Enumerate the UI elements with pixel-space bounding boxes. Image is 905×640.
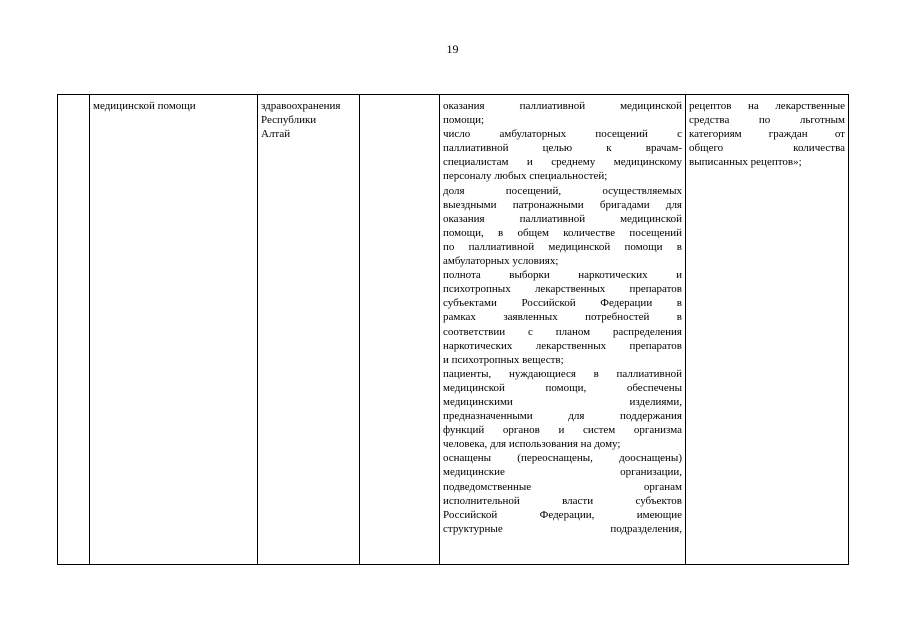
- table-cell-empty: [360, 95, 440, 565]
- cell-line: здравоохранения: [261, 100, 341, 112]
- cell-line: выездными патронажными бригадами для: [443, 198, 682, 211]
- cell-line: доля посещений, осуществляемых: [443, 184, 682, 197]
- table-cell-name: медицинской помощи: [90, 95, 258, 565]
- cell-line: соответствии с планом распределения: [443, 325, 682, 338]
- table-row: [58, 95, 849, 565]
- cell-line: медицинскими изделиями,: [443, 395, 682, 408]
- cell-line: Российской Федерации, имеющие: [443, 508, 682, 521]
- cell-line: помощи, в общем количестве посещений: [443, 226, 682, 239]
- cell-line: средства по льготным: [689, 114, 845, 127]
- cell-line: персоналу любых специальностей;: [443, 170, 608, 183]
- cell-line: оказания паллиативной медицинской: [443, 212, 682, 225]
- cell-line: по паллиативной медицинской помощи в: [443, 240, 682, 253]
- cell-line: предназначенными для поддержания: [443, 410, 682, 423]
- cell-line: паллиативной целью к врачам-: [443, 142, 682, 155]
- cell-line: Республики: [261, 114, 317, 127]
- cell-line: человека, для использования на дому;: [443, 438, 621, 451]
- cell-line: число амбулаторных посещений с: [443, 128, 682, 141]
- cell-line: психотропных лекарственных препаратов: [443, 283, 682, 296]
- cell-line: полнота выборки наркотических и: [443, 269, 682, 282]
- cell-line: категориям граждан от: [689, 128, 845, 141]
- cell-line: структурные подразделения,: [443, 522, 682, 535]
- table-cell-indicators: [440, 95, 686, 565]
- table-cell-responsible: [258, 95, 360, 565]
- cell-line: помощи;: [443, 114, 485, 127]
- document-table: [57, 94, 849, 565]
- cell-line: оснащены (переоснащены, дооснащены): [443, 452, 682, 465]
- cell-line: субъектами Российской Федерации в: [443, 297, 682, 310]
- cell-line: медицинские организации,: [443, 466, 682, 479]
- cell-line: рамках заявленных потребностей в: [443, 311, 682, 324]
- cell-line: подведомственные органам: [443, 480, 682, 493]
- cell-line: наркотических лекарственных препаратов: [443, 339, 682, 352]
- page-number: 19: [446, 42, 459, 56]
- table-cell-number: [58, 95, 90, 565]
- cell-line: выписанных рецептов»;: [689, 156, 802, 169]
- cell-line: пациенты, нуждающиеся в паллиативной: [443, 367, 682, 380]
- cell-line: функций органов и систем организма: [443, 424, 682, 437]
- cell-line: медицинской помощи, обеспечены: [443, 381, 682, 394]
- cell-line: и психотропных веществ;: [443, 353, 564, 366]
- cell-line: оказания паллиативной медицинской: [443, 100, 682, 112]
- cell-line: амбулаторных условиях;: [443, 255, 559, 268]
- cell-line: рецептов на лекарственные: [689, 100, 845, 112]
- cell-line: Алтай: [261, 128, 291, 141]
- table-cell-result: [686, 95, 849, 565]
- cell-line: общего количества: [689, 142, 845, 155]
- cell-line: специалистам и среднему медицинскому: [443, 156, 682, 169]
- cell-line: исполнительной власти субъектов: [443, 494, 682, 507]
